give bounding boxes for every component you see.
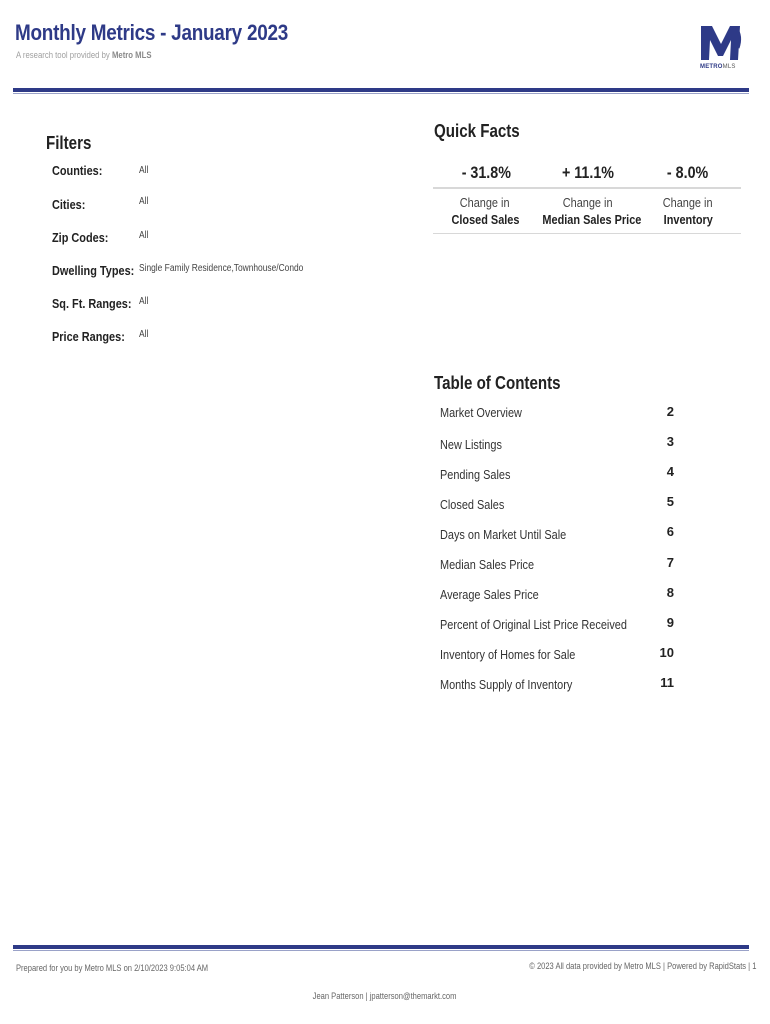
toc-page-number: 10: [659, 645, 674, 660]
footer-prepared: Prepared for you by Metro MLS on 2/10/2023 9:05:04 AM: [16, 963, 209, 973]
toc-item-months-supply[interactable]: Months Supply of Inventory: [440, 677, 573, 692]
toc-item-new-listings[interactable]: New Listings: [440, 437, 502, 452]
toc-heading: Table of Contents: [434, 373, 561, 393]
quick-facts-divider: [433, 187, 741, 189]
quick-fact-stat-inventory: - 8.0%: [667, 163, 709, 182]
quick-fact-label-line2: Median Sales Price: [542, 212, 642, 227]
quick-fact-label-inventory: [633, 194, 743, 228]
footer-contact: [0, 991, 770, 1001]
toc-item-market-overview[interactable]: Market Overview: [440, 405, 522, 420]
quick-facts-heading: Quick Facts: [434, 121, 520, 141]
quick-fact-label-line1: Change in: [563, 195, 613, 210]
toc-item-inventory-of-homes[interactable]: Inventory of Homes for Sale: [440, 647, 576, 662]
footer-copyright: © 2023 All data provided by Metro MLS | Powered by RapidStats | 1: [528, 961, 756, 971]
subtitle-prefix: A research tool provided by: [16, 50, 112, 60]
toc-page-number: 9: [666, 615, 674, 630]
filter-value: All: [139, 329, 149, 340]
subtitle-brand: Metro MLS: [111, 50, 152, 60]
toc-item-average-sales-price[interactable]: Average Sales Price: [440, 587, 539, 602]
logo-text: [700, 64, 736, 70]
filter-value: All: [139, 296, 149, 307]
toc-page-number: 5: [666, 494, 674, 509]
toc-page-number: 2: [666, 404, 674, 419]
quick-facts-bottom-divider: [433, 233, 741, 234]
toc-page-number: 4: [666, 464, 674, 479]
filter-label: Sq. Ft. Ranges:: [52, 296, 132, 311]
quick-fact-label-closed-sales: [430, 194, 540, 228]
filter-label: Counties:: [52, 163, 103, 178]
toc-item-pending-sales[interactable]: Pending Sales: [440, 467, 511, 482]
toc-item-median-sales-price[interactable]: Median Sales Price: [440, 557, 535, 572]
filter-label: Cities:: [52, 197, 86, 212]
filters-heading: Filters: [46, 133, 92, 153]
toc-page-number: 3: [666, 434, 674, 449]
footer-divider: [13, 945, 749, 949]
header-divider: [13, 88, 749, 92]
toc-page-number: 8: [666, 585, 674, 600]
toc-item-days-on-market[interactable]: Days on Market Until Sale: [440, 527, 567, 542]
quick-fact-label-median-price: [533, 194, 643, 228]
filter-value: All: [139, 196, 149, 207]
quick-fact-stat-closed-sales: - 31.8%: [461, 163, 511, 182]
logo-text-bold: METRO: [700, 64, 723, 70]
toc-page-number: 11: [660, 675, 674, 690]
filter-label: Price Ranges:: [52, 329, 125, 344]
toc-item-closed-sales[interactable]: Closed Sales: [440, 497, 505, 512]
toc-page-number: 6: [666, 524, 674, 539]
filter-value: All: [139, 230, 149, 241]
quick-fact-label-line1: Change in: [460, 195, 510, 210]
filter-label: Zip Codes:: [52, 230, 109, 245]
quick-fact-label-line2: Closed Sales: [451, 212, 519, 227]
logo-text-rest: MLS: [722, 64, 736, 70]
toc-item-pct-original-list-price[interactable]: Percent of Original List Price Received: [440, 617, 627, 632]
quick-fact-label-line1: Change in: [663, 195, 713, 210]
footer-contact-text: Jean Patterson | jpatterson@themarkt.com: [313, 991, 457, 1001]
filter-value: Single Family Residence,Townhouse/Condo: [139, 263, 304, 274]
quick-fact-label-line2: Inventory: [663, 212, 713, 227]
page-title: Monthly Metrics - January 2023: [15, 20, 289, 45]
toc-page-number: 7: [666, 555, 674, 570]
filter-value: All: [139, 165, 149, 176]
filter-label: Dwelling Types:: [52, 263, 135, 278]
quick-fact-stat-median-price: + 11.1%: [561, 163, 614, 182]
page-subtitle: [16, 50, 152, 60]
